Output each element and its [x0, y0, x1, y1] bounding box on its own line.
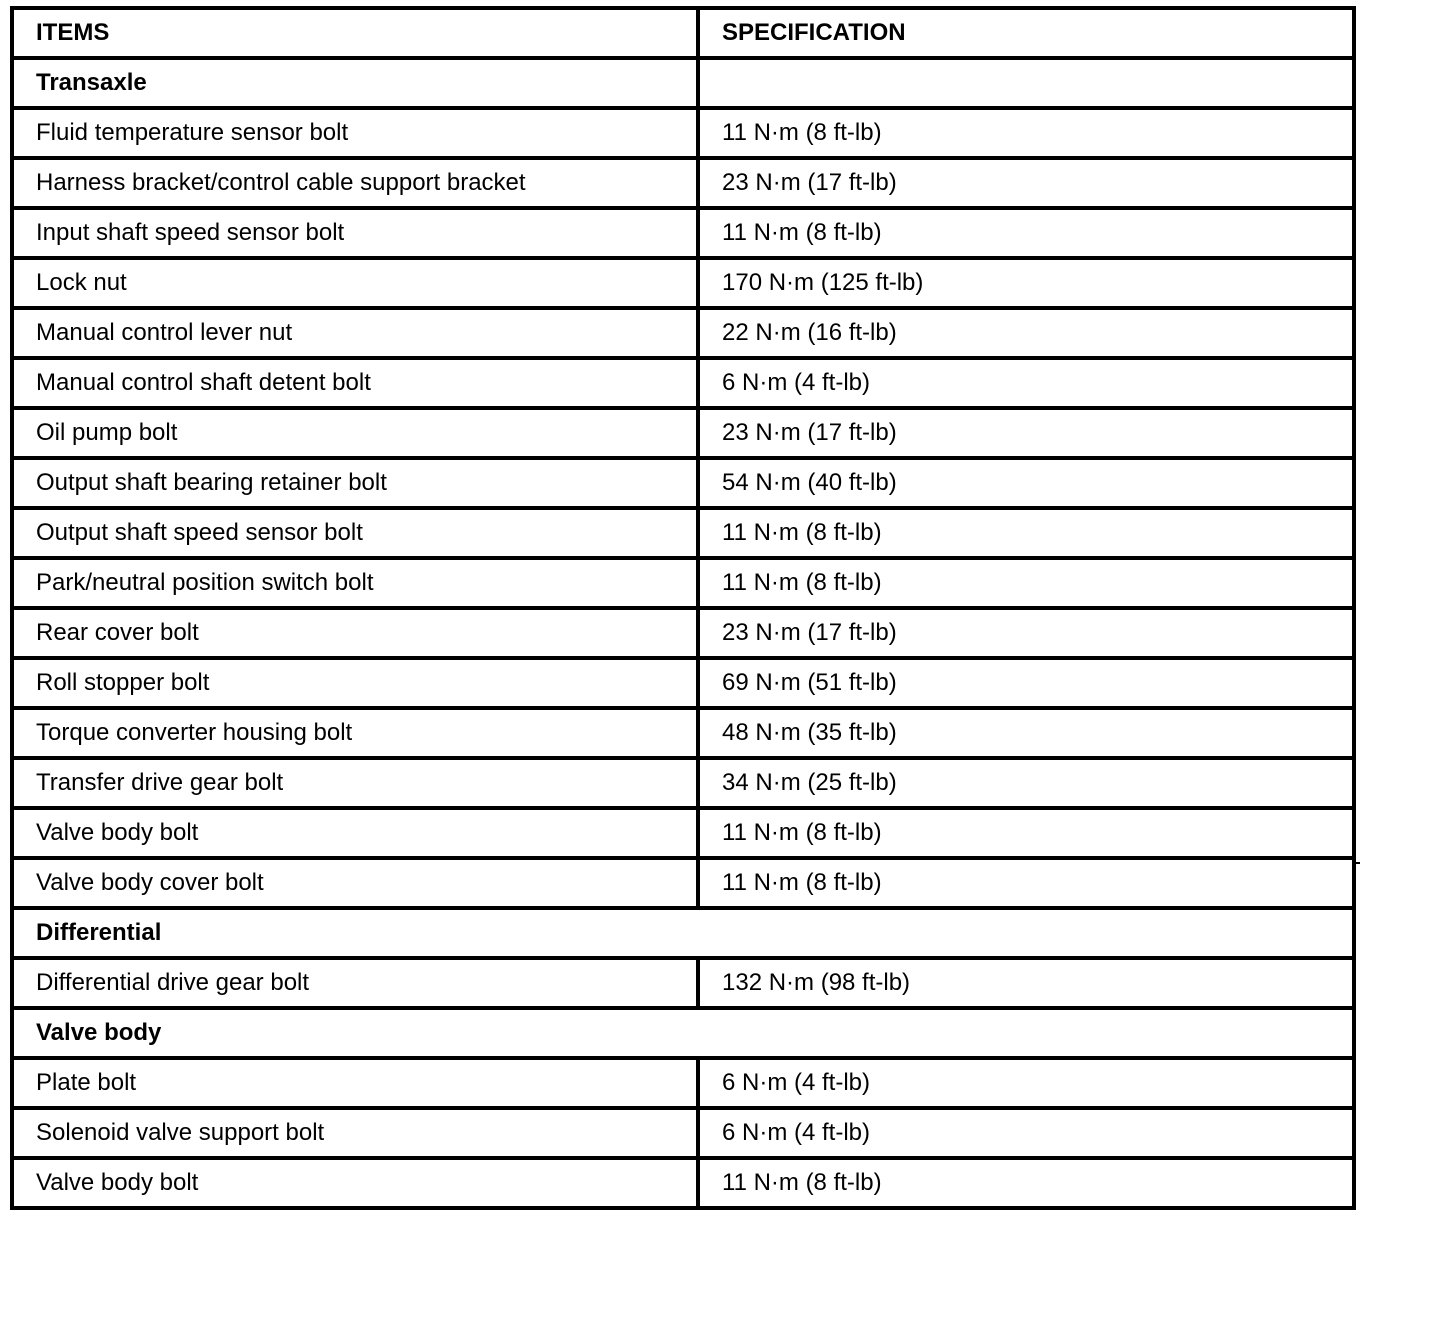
item-cell: Plate bolt: [12, 1058, 698, 1108]
items-header: ITEMS: [12, 8, 698, 58]
section-empty-cell: [698, 58, 1354, 108]
spec-cell: 170 N·m (125 ft-lb): [698, 258, 1354, 308]
table-row: [12, 358, 1354, 408]
spec-cell: 6 N·m (4 ft-lb): [698, 358, 1354, 408]
table-row: [12, 258, 1354, 308]
table-row: [12, 308, 1354, 358]
section-row: [12, 1008, 1354, 1058]
spec-cell: 22 N·m (16 ft-lb): [698, 308, 1354, 358]
item-cell: Fluid temperature sensor bolt: [12, 108, 698, 158]
table-row: [12, 1108, 1354, 1158]
item-cell: Valve body bolt: [12, 808, 698, 858]
item-cell: Solenoid valve support bolt: [12, 1108, 698, 1158]
item-cell: Manual control shaft detent bolt: [12, 358, 698, 408]
item-cell: Roll stopper bolt: [12, 658, 698, 708]
table-row: [12, 958, 1354, 1008]
item-cell: Oil pump bolt: [12, 408, 698, 458]
spec-cell: 11 N·m (8 ft-lb): [698, 858, 1354, 908]
table-row: [12, 858, 1354, 908]
section-title: Differential: [12, 908, 1354, 958]
item-cell: Park/neutral position switch bolt: [12, 558, 698, 608]
spec-cell: 11 N·m (8 ft-lb): [698, 208, 1354, 258]
item-cell: Output shaft bearing retainer bolt: [12, 458, 698, 508]
table-row: [12, 158, 1354, 208]
item-cell: Differential drive gear bolt: [12, 958, 698, 1008]
table-row: [12, 658, 1354, 708]
spec-cell: 132 N·m (98 ft-lb): [698, 958, 1354, 1008]
spec-cell: 23 N·m (17 ft-lb): [698, 408, 1354, 458]
spec-cell: 48 N·m (35 ft-lb): [698, 708, 1354, 758]
item-cell: Torque converter housing bolt: [12, 708, 698, 758]
table-row: [12, 108, 1354, 158]
table-row: [12, 558, 1354, 608]
table-row: [12, 208, 1354, 258]
item-cell: Manual control lever nut: [12, 308, 698, 358]
section-title: Valve body: [12, 1008, 1354, 1058]
table-row: [12, 758, 1354, 808]
header-row: [12, 8, 1354, 58]
item-cell: Lock nut: [12, 258, 698, 308]
spec-cell: 6 N·m (4 ft-lb): [698, 1058, 1354, 1108]
spec-cell: 6 N·m (4 ft-lb): [698, 1108, 1354, 1158]
section-title: Transaxle: [12, 58, 698, 108]
spec-table-body: [12, 8, 1354, 1208]
scan-mark: [1352, 862, 1360, 864]
spec-cell: 54 N·m (40 ft-lb): [698, 458, 1354, 508]
spec-cell: 11 N·m (8 ft-lb): [698, 508, 1354, 558]
table-row: [12, 708, 1354, 758]
spec-cell: 11 N·m (8 ft-lb): [698, 558, 1354, 608]
item-cell: Input shaft speed sensor bolt: [12, 208, 698, 258]
table-row: [12, 1158, 1354, 1208]
spec-cell: 23 N·m (17 ft-lb): [698, 158, 1354, 208]
table-row: [12, 1058, 1354, 1108]
specification-header: SPECIFICATION: [698, 8, 1354, 58]
item-cell: Output shaft speed sensor bolt: [12, 508, 698, 558]
table-row: [12, 608, 1354, 658]
section-row: [12, 908, 1354, 958]
spec-cell: 11 N·m (8 ft-lb): [698, 1158, 1354, 1208]
section-row: [12, 58, 1354, 108]
table-row: [12, 808, 1354, 858]
spec-cell: 34 N·m (25 ft-lb): [698, 758, 1354, 808]
spec-cell: 23 N·m (17 ft-lb): [698, 608, 1354, 658]
item-cell: Valve body bolt: [12, 1158, 698, 1208]
table-row: [12, 508, 1354, 558]
table-row: [12, 408, 1354, 458]
item-cell: Rear cover bolt: [12, 608, 698, 658]
spec-cell: 69 N·m (51 ft-lb): [698, 658, 1354, 708]
spec-cell: 11 N·m (8 ft-lb): [698, 808, 1354, 858]
torque-spec-table: [10, 6, 1356, 1210]
table-row: [12, 458, 1354, 508]
item-cell: Valve body cover bolt: [12, 858, 698, 908]
item-cell: Harness bracket/control cable support bracket: [12, 158, 698, 208]
item-cell: Transfer drive gear bolt: [12, 758, 698, 808]
spec-cell: 11 N·m (8 ft-lb): [698, 108, 1354, 158]
